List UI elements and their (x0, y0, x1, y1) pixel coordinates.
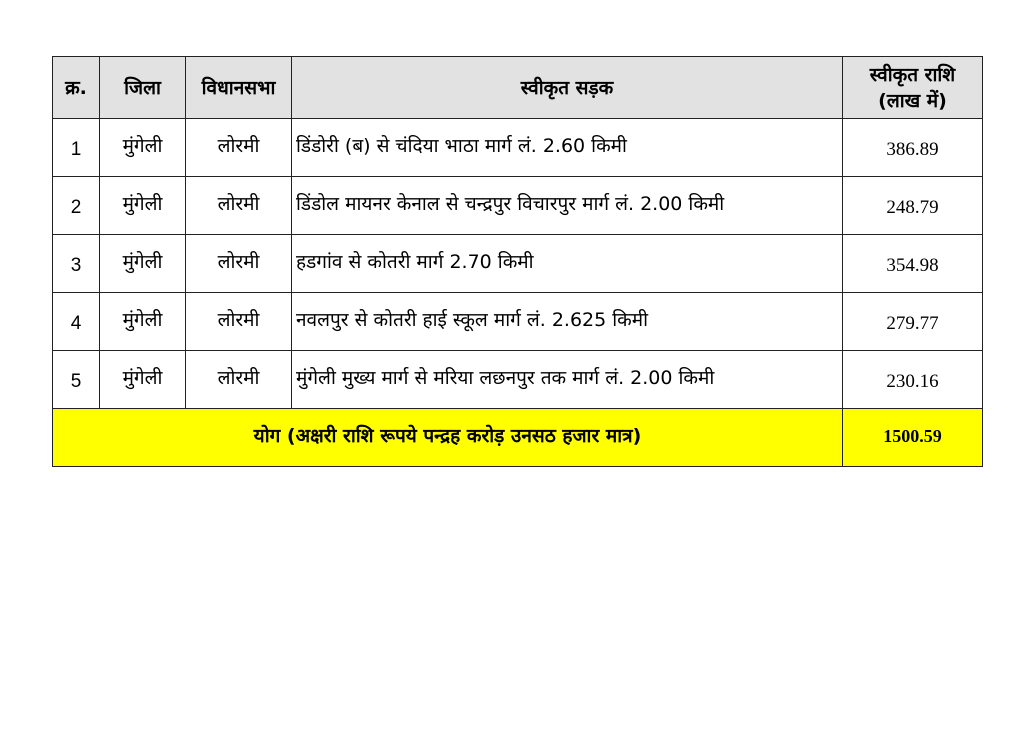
cell-serial: 1 (53, 119, 100, 177)
cell-road: हडगांव से कोतरी मार्ग 2.70 किमी (292, 235, 843, 293)
cell-amount: 248.79 (843, 177, 983, 235)
cell-district: मुंगेली (100, 235, 186, 293)
cell-amount: 354.98 (843, 235, 983, 293)
header-amount-line1: स्वीकृत राशि (869, 63, 956, 86)
table-row (53, 293, 983, 351)
header-district: जिला (100, 57, 186, 119)
total-row (53, 409, 983, 467)
table-header (53, 57, 983, 119)
cell-constituency: लोरमी (186, 177, 292, 235)
cell-district: मुंगेली (100, 119, 186, 177)
cell-serial: 5 (53, 351, 100, 409)
cell-serial: 4 (53, 293, 100, 351)
cell-amount: 279.77 (843, 293, 983, 351)
total-amount: 1500.59 (843, 409, 983, 467)
table-row (53, 351, 983, 409)
cell-road: नवलपुर से कोतरी हाई स्कूल मार्ग लं. 2.625 किमी (292, 293, 843, 351)
table-row (53, 119, 983, 177)
cell-road: डिंडोल मायनर केनाल से चन्द्रपुर विचारपुर मार्ग लं. 2.00 किमी (292, 177, 843, 235)
cell-serial: 3 (53, 235, 100, 293)
header-row (53, 57, 983, 119)
header-constituency: विधानसभा (186, 57, 292, 119)
cell-amount: 230.16 (843, 351, 983, 409)
cell-amount: 386.89 (843, 119, 983, 177)
header-amount (843, 57, 983, 119)
header-amount-line2: (लाख में) (878, 89, 947, 112)
header-serial: क्र. (53, 57, 100, 119)
cell-district: मुंगेली (100, 293, 186, 351)
header-road: स्वीकृत सड़क (292, 57, 843, 119)
table-row (53, 235, 983, 293)
cell-district: मुंगेली (100, 177, 186, 235)
cell-district: मुंगेली (100, 351, 186, 409)
cell-road: डिंडोरी (ब) से चंदिया भाठा मार्ग लं. 2.60 किमी (292, 119, 843, 177)
cell-serial: 2 (53, 177, 100, 235)
table-body (53, 119, 983, 467)
cell-road: मुंगेली मुख्य मार्ग से मरिया लछनपुर तक मार्ग लं. 2.00 किमी (292, 351, 843, 409)
cell-constituency: लोरमी (186, 119, 292, 177)
sanctioned-roads-table (52, 56, 983, 467)
cell-constituency: लोरमी (186, 351, 292, 409)
table-row (53, 177, 983, 235)
cell-constituency: लोरमी (186, 235, 292, 293)
cell-constituency: लोरमी (186, 293, 292, 351)
total-label: योग (अक्षरी राशि रूपये पन्द्रह करोड़ उनसठ हजार मात्र) (53, 409, 843, 467)
